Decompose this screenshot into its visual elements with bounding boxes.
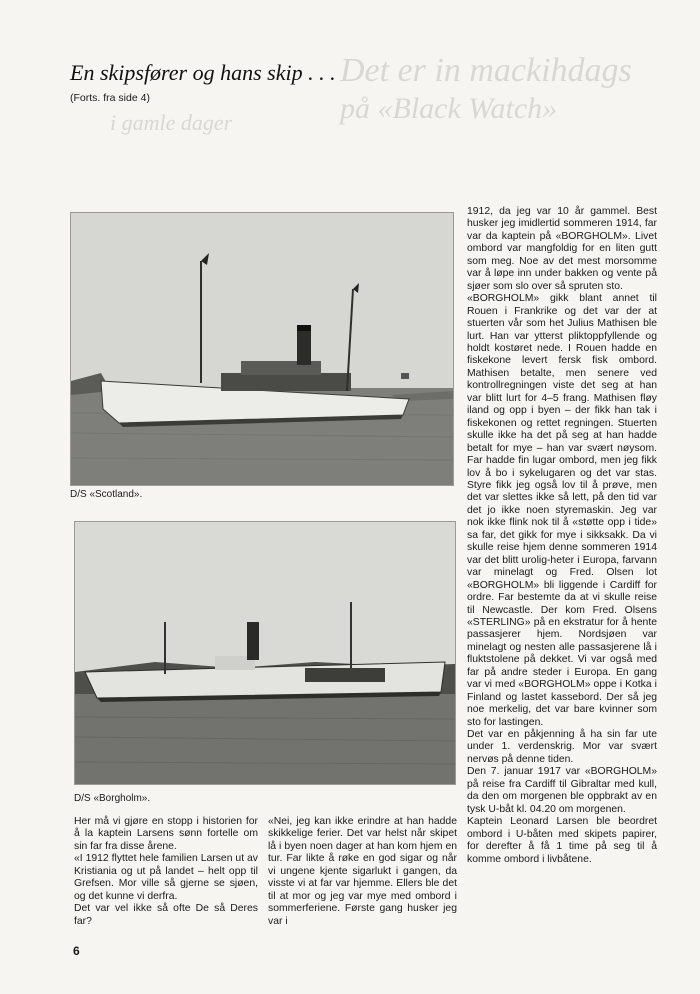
ship-photo-scotland <box>70 212 454 486</box>
photo-caption: D/S «Scotland». <box>70 489 143 500</box>
paragraph: «I 1912 flyttet hele familien Larsen ut av Kristiania og ut på landet – helt opp til Grefsen. Mor ville så gjerne se sjøen, og det kunne vi derfra. <box>74 853 258 902</box>
paragraph: Det var en påkjenning å ha sin far ute under 1. verdenskrig. Mor var svært nervøs på denne tiden. <box>467 729 657 765</box>
bleed-through-text: Det er in mackihdags <box>340 52 632 89</box>
ship-photo-borgholm <box>74 521 456 785</box>
paragraph: «Nei, jeg kan ikke erindre at han hadde skikkelige ferier. Det var helst når skipet lå i byen noen dager at han kom hjem en tur. Far likte å røke en god sigar og når vi ungene kjente sigarlukt i gangen, da visste vi at far var hjemme. Ellers ble det til at mor og jeg var mye med ombord i sommerferiene. Første gang husker jeg var i <box>268 816 457 927</box>
bleed-through-text: på «Black Watch» <box>340 92 558 125</box>
paragraph: Den 7. januar 1917 var «BORGHOLM» på reise fra Cardiff til Gibraltar med kull, da den om morgenen ble oppbrakt av en tysk U-båt kl. 04.20 om morgenen. <box>467 766 657 815</box>
paragraph: Kaptein Leonard Larsen ble beordret ombord i U-båten med skipets papirer, for derefter å få 1 time på seg til å komme ombord i livbåtene. <box>467 816 657 865</box>
text-column-middle <box>268 816 457 928</box>
bleed-through-text: i gamle dager <box>110 110 233 135</box>
paragraph: «BORGHOLM» gikk blant annet til Rouen i Frankrike og det var der at stuerten vår som het Julius Mathisen ble lurt. Han var ytterst pliktoppfyllende og holdt kostøret nede. I Rouen hadde en fiskekone levert fersk fisk ombord. Mathisen betalte, men senere ved kontrollregningen viste det seg at han var blitt lurt for 4–5 frang. Mathisen fløy iland og opp i byen – der fikk han tak i fiskekonen og rettet regningen. Stuerten skulle ikke ha det på seg at han hadde betalt for mye – han var svært nøysom. Far hadde fin lugar ombord, men jeg fikk lov å bo i sykelugaren og det var stas. Styre fikk jeg også lov til å prøve, men det var slettes ikke så lett, på den tid var det jo ikke noen styremaskin. Jeg var nok ikke flink nok til å «støtte opp i tide» sa far, det gikk for mye i sikksakk. Da vi skulle reise hjem denne sommeren 1914 var det blitt urolig-heter i Europa, farvann var minelagt og Fred. Olsen lot «BORGHOLM» bli liggende i Cardiff for ordre. Far bestemte da at vi skulle reise til Newcastle. Der kom Fred. Olsens «STERLING» på en ekstratur for å hente passasjerer hjem. Nordsjøen var minelagt og nesten alle passasjerene lå i fluktstolene på dekket. Vi var også med far på andre steder i Europa. En gang var vi med «BORGHOLM» oppe i Kotka i Finland og lastet kassebord. Der så jeg noe merkelig, det var bare kvinner som sto for lastingen. <box>467 293 657 728</box>
text-column-left <box>74 816 258 928</box>
text-column-right <box>467 206 657 866</box>
photo-caption: D/S «Borgholm». <box>74 793 151 804</box>
paragraph: Her må vi gjøre en stopp i historien for å la kaptein Larsens sønn fortelle om sin far fra disse årene. <box>74 816 258 852</box>
article-title: En skipsfører og hans skip . . . <box>70 60 336 85</box>
page-number: 6 <box>73 944 80 958</box>
paragraph: 1912, da jeg var 10 år gammel. Best husker jeg imidlertid sommeren 1914, far var da kaptein på «BORGHOLM». Livet ombord var mangfoldig for en liten gutt som meg. Noe av det mest morsomme var å løpe inn under bakken og vente på sjøer som slo over så spruten sto. <box>467 206 657 292</box>
continued-note: (Forts. fra side 4) <box>70 92 150 104</box>
paragraph: Det var vel ikke så ofte De så Deres far? <box>74 903 258 927</box>
